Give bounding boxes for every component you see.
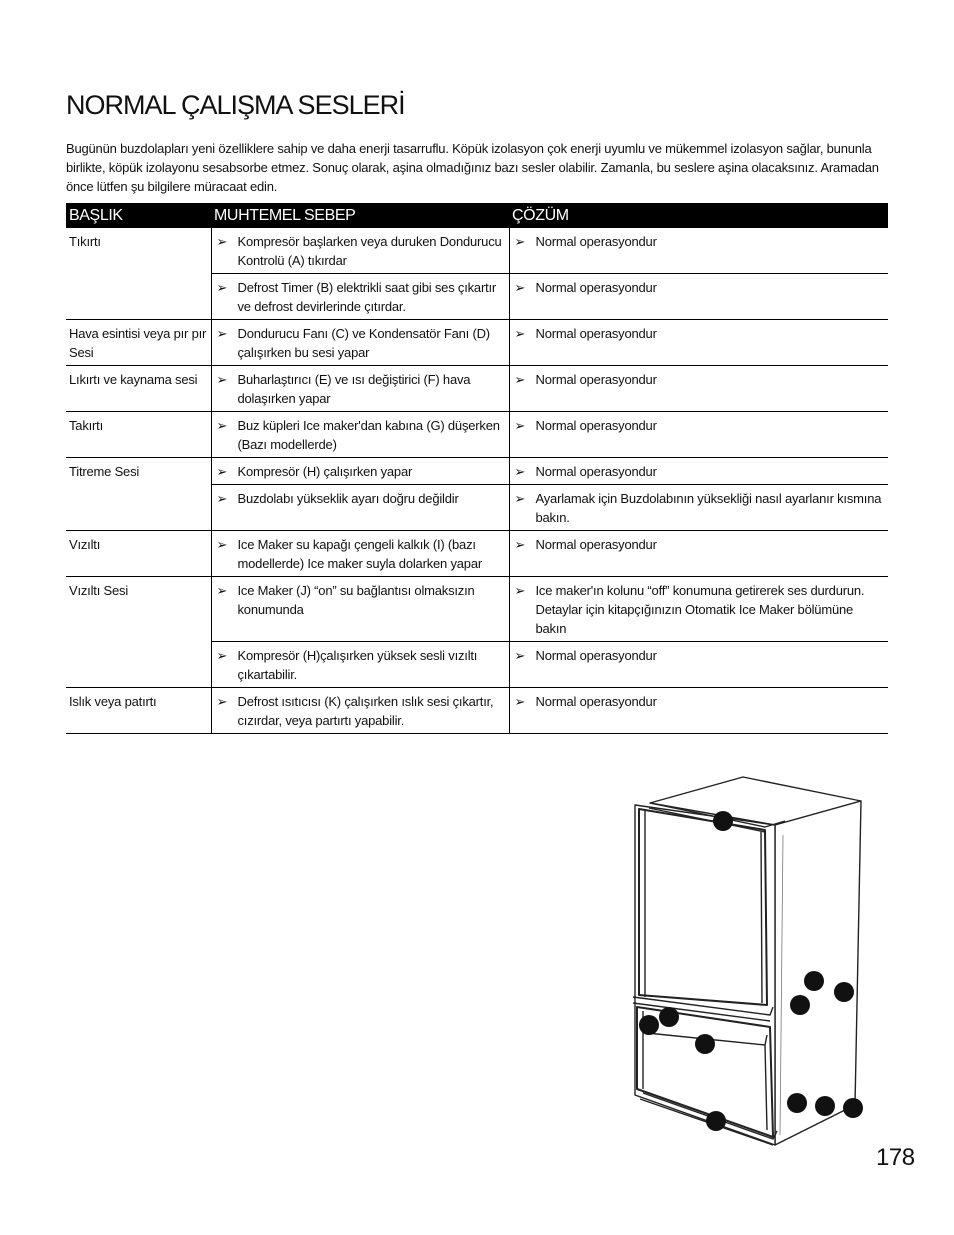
sebep-text: Kompresör başlarken veya duruken Dondurucu Kontrolü (A) tıkırdar — [237, 234, 502, 268]
cell-sebep — [211, 688, 509, 734]
noise-table — [66, 203, 888, 734]
header-cozum: ÇÖZÜM — [509, 203, 888, 228]
arrow-bullet-icon: ➢ — [216, 583, 228, 598]
cell-sebep — [211, 274, 509, 320]
table-row — [66, 412, 888, 458]
cell-cozum — [509, 458, 888, 485]
cell-baslik: Lıkırtı ve kaynama sesi — [66, 366, 211, 412]
table-row — [66, 531, 888, 577]
cell-sebep — [211, 577, 509, 642]
cozum-text: Normal operasyondur — [535, 537, 657, 552]
table-row — [66, 577, 888, 642]
cozum-text: Normal operasyondur — [535, 372, 657, 387]
table-body — [66, 228, 888, 734]
sebep-text: Defrost Timer (B) elektrikli saat gibi ses çıkartır ve defrost devirlerinde çıtırdar. — [237, 280, 497, 314]
arrow-bullet-icon: ➢ — [514, 648, 526, 663]
cozum-text: Normal operasyondur — [535, 234, 657, 249]
table-row — [66, 366, 888, 412]
cell-sebep — [211, 642, 509, 688]
arrow-bullet-icon: ➢ — [514, 464, 526, 479]
arrow-bullet-icon: ➢ — [514, 234, 526, 249]
cell-baslik: Titreme Sesi — [69, 464, 140, 479]
page-number: 178 — [876, 1144, 915, 1171]
cell-cozum — [509, 412, 888, 458]
cell-cozum — [509, 274, 888, 320]
cell-cozum — [509, 642, 888, 688]
cell-baslik — [66, 642, 211, 688]
arrow-bullet-icon: ➢ — [216, 280, 228, 295]
sebep-text: Ice Maker su kapağı çengeli kalkık (I) (bazı modellerde) Ice maker suyla dolarken yapar — [237, 537, 482, 571]
cozum-text: Ice maker'ın kolunu “off” konumuna getirerek ses durdurun. Detaylar için kitapçığınızın Otomatik Ice Maker bölümüne bakın — [535, 583, 865, 636]
sebep-text: Buz küpleri Ice maker'dan kabına (G) düşerken (Bazı modellerde) — [237, 418, 500, 452]
arrow-bullet-icon: ➢ — [216, 234, 228, 249]
cell-cozum — [509, 688, 888, 734]
cell-sebep — [211, 458, 509, 485]
table-row — [66, 274, 888, 320]
table-row — [66, 320, 888, 366]
header-sebep: MUHTEMEL SEBEP — [211, 203, 509, 228]
sebep-text: Ice Maker (J) “on” su bağlantısı olmaksızın konumunda — [237, 583, 475, 617]
table-row — [66, 688, 888, 734]
arrow-bullet-icon: ➢ — [514, 326, 526, 341]
table-row — [66, 642, 888, 688]
sebep-text: Buzdolabı yükseklik ayarı doğru değildir — [237, 491, 459, 506]
arrow-bullet-icon: ➢ — [514, 491, 526, 506]
cell-baslik: Takırtı — [66, 412, 211, 458]
cell-cozum — [509, 320, 888, 366]
arrow-bullet-icon: ➢ — [216, 326, 228, 341]
arrow-bullet-icon: ➢ — [216, 491, 228, 506]
cozum-text: Normal operasyondur — [535, 280, 657, 295]
arrow-bullet-icon: ➢ — [216, 372, 228, 387]
arrow-bullet-icon: ➢ — [216, 464, 228, 479]
cozum-text: Normal operasyondur — [535, 418, 657, 433]
page-title: NORMAL ÇALIŞMA SESLERİ — [66, 90, 405, 120]
arrow-bullet-icon: ➢ — [514, 418, 526, 433]
cell-baslik: Vızıltı — [66, 531, 211, 577]
table-row — [66, 485, 888, 531]
cell-sebep — [211, 485, 509, 531]
cell-baslik: Hava esintisi veya pır pır Sesi — [66, 320, 211, 366]
refrigerator-illustration — [625, 775, 875, 1150]
cell-baslik — [66, 485, 211, 531]
cell-baslik: Tıkırtı — [69, 234, 101, 249]
cell-cozum — [509, 531, 888, 577]
arrow-bullet-icon: ➢ — [514, 280, 526, 295]
cell-baslik: Islık veya patırtı — [66, 688, 211, 734]
arrow-bullet-icon: ➢ — [216, 694, 228, 709]
arrow-bullet-icon: ➢ — [216, 648, 228, 663]
cell-sebep — [211, 412, 509, 458]
cell-sebep — [211, 228, 509, 274]
cell-cozum — [509, 366, 888, 412]
arrow-bullet-icon: ➢ — [514, 372, 526, 387]
arrow-bullet-icon: ➢ — [216, 537, 228, 552]
arrow-bullet-icon: ➢ — [216, 418, 228, 433]
cell-sebep — [211, 366, 509, 412]
cozum-text: Normal operasyondur — [535, 694, 657, 709]
cozum-text: Normal operasyondur — [535, 648, 657, 663]
arrow-bullet-icon: ➢ — [514, 537, 526, 552]
cozum-text: Ayarlamak için Buzdolabının yüksekliği nasıl ayarlanır kısmına bakın. — [535, 491, 882, 525]
intro-paragraph: Bugünün buzdolapları yeni özelliklere sahip ve daha enerji tasarruflu. Köpük izolasyon çok enerji uyumlu ve mükemmel izolasyon sağlar, bununla birlikte, köpük izolayonu sesabsorbe etmez. Sonuç olarak, aşina olmadığınız bazı sesler olabilir. Zamanla, bu seslere aşina olacaksınız. Aramadan önce lütfen şu bilgilere müracaat edin. — [66, 141, 879, 194]
arrow-bullet-icon: ➢ — [514, 694, 526, 709]
cozum-text: Normal operasyondur — [535, 464, 657, 479]
header-baslik: BAŞLIK — [66, 203, 211, 228]
sebep-text: Kompresör (H) çalışırken yapar — [237, 464, 413, 479]
sebep-text: Dondurucu Fanı (C) ve Kondensatör Fanı (D) çalışırken bu sesi yapar — [237, 326, 490, 360]
arrow-bullet-icon: ➢ — [514, 583, 526, 598]
cell-sebep — [211, 531, 509, 577]
cozum-text: Normal operasyondur — [535, 326, 657, 341]
sebep-text: Kompresör (H)çalışırken yüksek sesli vızıltı çıkartabilir. — [237, 648, 478, 682]
cell-cozum — [509, 577, 888, 642]
table-header-row — [66, 203, 888, 228]
table-row — [66, 458, 888, 485]
cell-baslik: Vızıltı Sesi — [69, 583, 129, 598]
table-row — [66, 228, 888, 274]
cell-cozum — [509, 228, 888, 274]
sebep-text: Buharlaştırıcı (E) ve ısı değiştirici (F) hava dolaşırken yapar — [237, 372, 471, 406]
cell-sebep — [211, 320, 509, 366]
sebep-text: Defrost ısıtıcısı (K) çalışırken ıslık sesi çıkartır, cızırdar, veya partırtı yapabilir. — [237, 694, 494, 728]
cell-cozum — [509, 485, 888, 531]
cell-baslik — [66, 274, 211, 320]
